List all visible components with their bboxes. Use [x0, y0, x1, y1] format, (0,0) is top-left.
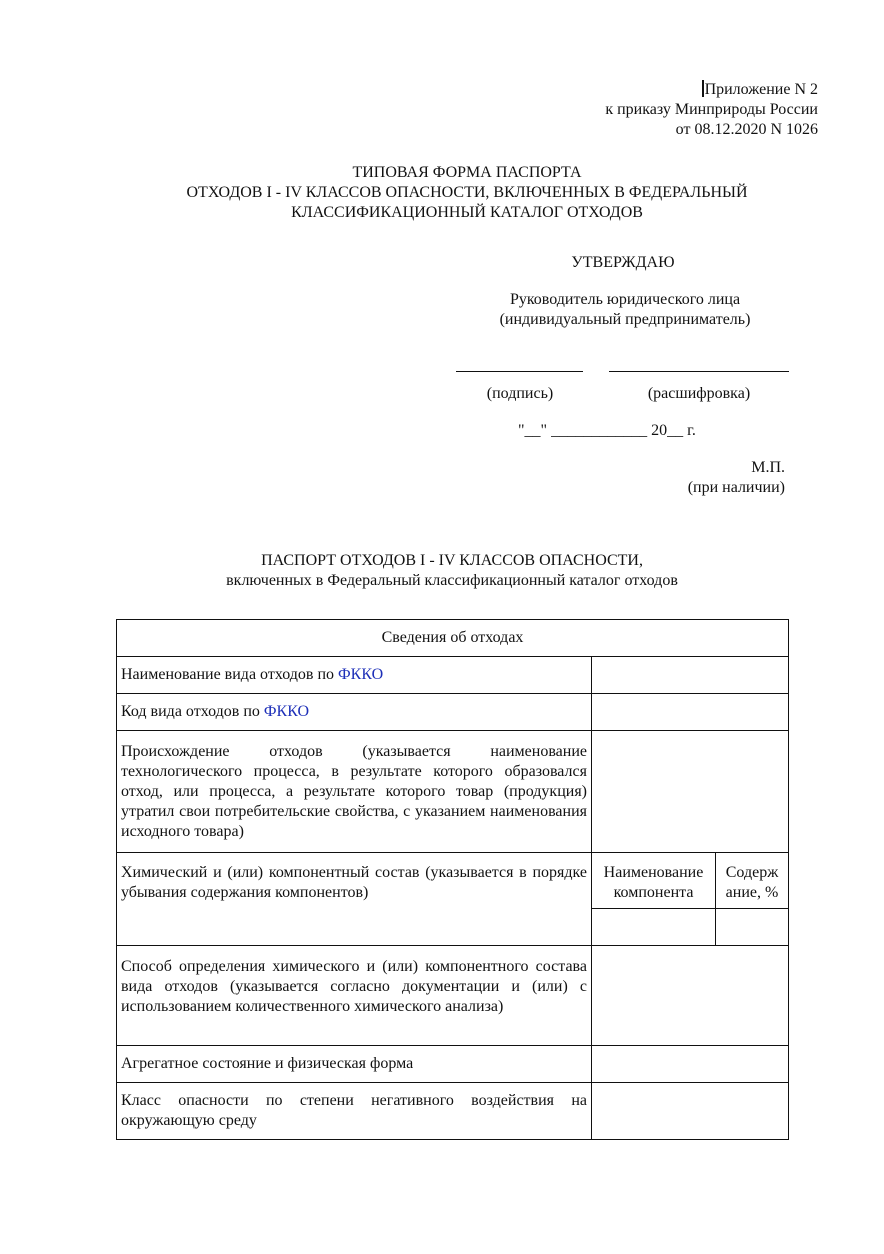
form-title-line-3: КЛАССИФИКАЦИОННЫЙ КАТАЛОГ ОТХОДОВ [291, 204, 643, 221]
passport-title-line-2: включенных в Федеральный классификационный каталог отходов [226, 572, 678, 589]
passport-title-line-1: ПАСПОРТ ОТХОДОВ I - IV КЛАССОВ ОПАСНОСТИ, [261, 552, 643, 569]
head-title-line-2: (индивидуальный предприниматель) [499, 311, 751, 328]
stamp-block [585, 458, 785, 498]
passport-title [0, 551, 884, 591]
waste-code-value[interactable] [592, 694, 789, 731]
annex-header [418, 80, 818, 140]
stamp-note: (при наличии) [687, 479, 785, 496]
form-title [0, 163, 884, 223]
hazard-value[interactable] [592, 1083, 789, 1140]
component-content-header: Содерж ание, % [716, 853, 789, 909]
decode-caption: (расшифровка) [647, 385, 751, 402]
text-cursor [702, 80, 704, 97]
waste-code-label [117, 694, 592, 731]
fkko-link[interactable]: ФККО [263, 703, 310, 720]
approve-label: УТВЕРЖДАЮ [571, 254, 675, 271]
waste-info-table [116, 619, 789, 1140]
decode-line[interactable] [609, 371, 789, 372]
waste-name-text: Наименование вида отходов по [121, 666, 339, 683]
component-name-value[interactable] [592, 909, 716, 946]
section-header: Сведения об отходах [117, 620, 789, 657]
table-row-name [117, 657, 789, 694]
table-row-origin [117, 731, 789, 853]
head-title-line-1: Руководитель юридического лица [509, 291, 741, 308]
component-name-header: Наименование компонента [592, 853, 716, 909]
method-label: Способ определения химического и (или) компонентного состава вида отходов (указывается согласно документации и (или) с использованием количественного химического анализа) [117, 946, 592, 1046]
signature-line[interactable] [456, 371, 583, 372]
form-title-line-2: ОТХОДОВ I - IV КЛАССОВ ОПАСНОСТИ, ВКЛЮЧЕННЫХ В ФЕДЕРАЛЬНЫЙ [186, 184, 748, 201]
waste-name-value[interactable] [592, 657, 789, 694]
table-row-hazard [117, 1083, 789, 1140]
annex-number [418, 80, 818, 100]
form-title-line-1: ТИПОВАЯ ФОРМА ПАСПОРТА [352, 164, 582, 181]
signature-caption: (подпись) [486, 385, 554, 402]
state-value[interactable] [592, 1046, 789, 1083]
order-date: от 08.12.2020 N 1026 [675, 121, 818, 138]
table-row-header [117, 620, 789, 657]
table-row-composition [117, 853, 789, 909]
annex-label: Приложение N 2 [704, 81, 818, 98]
table-row-code [117, 694, 789, 731]
approval-date: "__" ____________ 20__ г. [518, 422, 696, 439]
composition-label: Химический и (или) компонентный состав (указывается в порядке убывания содержания компонентов) [117, 853, 592, 946]
waste-code-text: Код вида отходов по [121, 703, 264, 720]
table-row-state [117, 1046, 789, 1083]
head-title [440, 290, 810, 330]
hazard-label: Класс опасности по степени негативного воздействия на окружающую среду [117, 1083, 592, 1140]
method-value[interactable] [592, 946, 789, 1046]
component-content-value[interactable] [716, 909, 789, 946]
state-label: Агрегатное состояние и физическая форма [117, 1046, 592, 1083]
waste-origin-label: Происхождение отходов (указывается наименование технологического процесса, в результате которого образовался отход, или процесса, а результате которого товар (продукция) утратил свои потребительские свойства, с указанием наименования исходного товара) [117, 731, 592, 853]
stamp-label: М.П. [751, 459, 785, 476]
waste-name-label [117, 657, 592, 694]
order-reference: к приказу Минприроды России [605, 101, 818, 118]
table-row-method [117, 946, 789, 1046]
waste-origin-value[interactable] [592, 731, 789, 853]
fkko-link[interactable]: ФККО [338, 666, 384, 683]
